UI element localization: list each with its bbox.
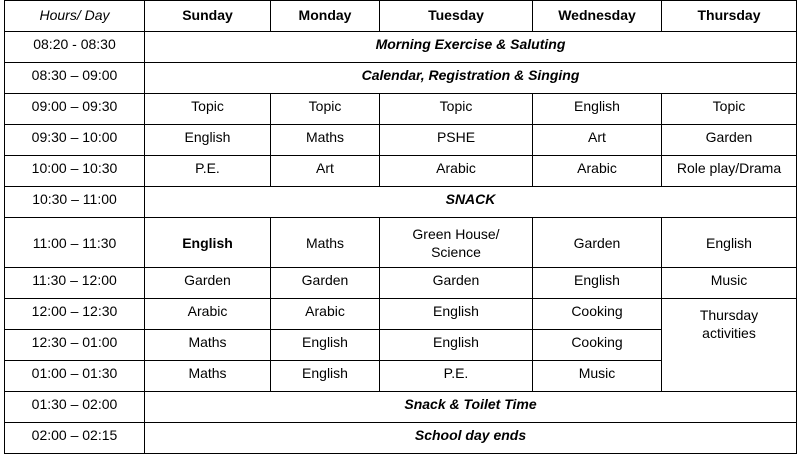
timetable (4, 0, 797, 454)
lesson-cell: Arabic (533, 156, 662, 187)
lesson-cell: Maths (271, 125, 380, 156)
day-header-monday: Monday (271, 1, 380, 32)
header-row (5, 1, 797, 32)
table-row (5, 299, 797, 330)
time-cell: 01:00 – 01:30 (5, 361, 145, 392)
lesson-cell: Topic (271, 94, 380, 125)
lesson-cell: Cooking (533, 330, 662, 361)
lesson-cell: Music (533, 361, 662, 392)
lesson-cell: English (380, 330, 533, 361)
thursday-activities-cell: Thursday activities (662, 299, 797, 392)
table-row (5, 187, 797, 218)
time-cell: 10:00 – 10:30 (5, 156, 145, 187)
lesson-cell: Green House/ Science (380, 218, 533, 268)
table-row (5, 423, 797, 454)
time-cell: 10:30 – 11:00 (5, 187, 145, 218)
lesson-cell: Garden (662, 125, 797, 156)
lesson-cell: Maths (271, 218, 380, 268)
table-row (5, 125, 797, 156)
lesson-cell: English (533, 268, 662, 299)
day-header-sunday: Sunday (145, 1, 271, 32)
time-cell: 01:30 – 02:00 (5, 392, 145, 423)
span-cell-school-day-ends: School day ends (145, 423, 797, 454)
day-header-tuesday: Tuesday (380, 1, 533, 32)
day-header-wednesday: Wednesday (533, 1, 662, 32)
table-row (5, 63, 797, 94)
time-cell: 08:20 - 08:30 (5, 32, 145, 63)
span-cell-calendar: Calendar, Registration & Singing (145, 63, 797, 94)
lesson-cell: English (271, 330, 380, 361)
day-header-thursday: Thursday (662, 1, 797, 32)
lesson-cell: English (662, 218, 797, 268)
lesson-cell: English (380, 299, 533, 330)
table-row (5, 156, 797, 187)
table-row (5, 32, 797, 63)
lesson-cell: P.E. (145, 156, 271, 187)
time-cell: 12:00 – 12:30 (5, 299, 145, 330)
lesson-cell: Arabic (380, 156, 533, 187)
lesson-cell: P.E. (380, 361, 533, 392)
lesson-cell: Garden (533, 218, 662, 268)
lesson-cell: Topic (380, 94, 533, 125)
lesson-cell: Arabic (145, 299, 271, 330)
span-cell-snack: SNACK (145, 187, 797, 218)
lesson-cell: Topic (145, 94, 271, 125)
lesson-cell: Arabic (271, 299, 380, 330)
table-row (5, 392, 797, 423)
lesson-cell: English (145, 125, 271, 156)
table-row (5, 268, 797, 299)
lesson-cell: Music (662, 268, 797, 299)
lesson-cell: Garden (380, 268, 533, 299)
span-cell-snack-toilet: Snack & Toilet Time (145, 392, 797, 423)
lesson-cell: PSHE (380, 125, 533, 156)
span-cell-morning-exercise: Morning Exercise & Saluting (145, 32, 797, 63)
time-cell: 11:00 – 11:30 (5, 218, 145, 268)
lesson-cell: English (145, 218, 271, 268)
time-cell: 12:30 – 01:00 (5, 330, 145, 361)
lesson-cell: Art (271, 156, 380, 187)
lesson-cell: Maths (145, 361, 271, 392)
lesson-cell: Cooking (533, 299, 662, 330)
time-cell: 09:30 – 10:00 (5, 125, 145, 156)
lesson-cell: Art (533, 125, 662, 156)
lesson-cell: Topic (662, 94, 797, 125)
lesson-cell: Role play/Drama (662, 156, 797, 187)
lesson-cell: Maths (145, 330, 271, 361)
corner-header: Hours/ Day (5, 1, 145, 32)
table-row (5, 218, 797, 268)
time-cell: 08:30 – 09:00 (5, 63, 145, 94)
table-row (5, 94, 797, 125)
lesson-cell: English (533, 94, 662, 125)
time-cell: 09:00 – 09:30 (5, 94, 145, 125)
time-cell: 02:00 – 02:15 (5, 423, 145, 454)
lesson-cell: English (271, 361, 380, 392)
lesson-cell: Garden (271, 268, 380, 299)
lesson-cell: Garden (145, 268, 271, 299)
time-cell: 11:30 – 12:00 (5, 268, 145, 299)
